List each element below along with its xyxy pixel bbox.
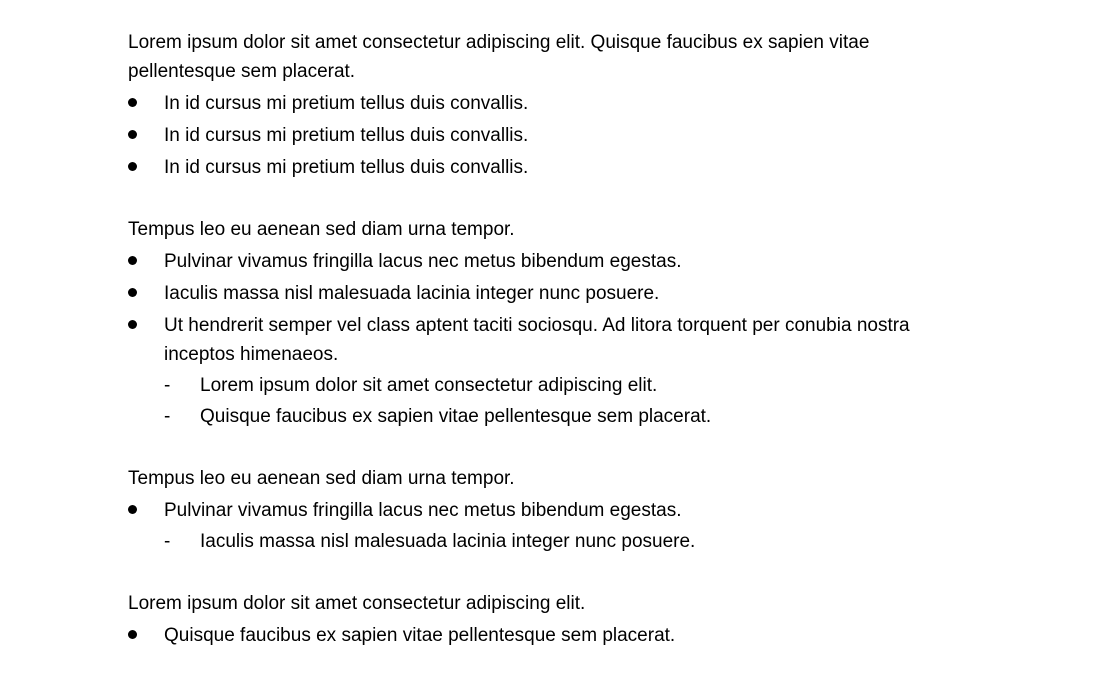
bullet-item [128,311,988,369]
bullet-item [128,121,988,150]
dash-icon: - [164,375,171,396]
section-4 [128,589,988,650]
bullet-icon [128,311,148,340]
bullet-text: In id cursus mi pretium tellus duis convallis. [164,125,529,146]
intro-paragraph [128,28,988,86]
dash-icon: - [164,406,171,427]
bullet-icon [128,121,148,150]
intro-paragraph: Tempus leo eu aenean sed diam urna tempor. [128,468,515,489]
bullet-text: Iaculis massa nisl malesuada lacinia integer nunc posuere. [164,283,660,304]
bullet-text: In id cursus mi pretium tellus duis convallis. [164,157,529,178]
bullet-item [128,247,988,276]
bullet-text: Pulvinar vivamus fringilla lacus nec metus bibendum egestas. [164,251,682,272]
bullet-icon [128,89,148,118]
paragraph-gap [128,431,988,464]
sub-bullet-item [128,371,988,400]
bullet-item [128,153,988,182]
intro-paragraph: Lorem ipsum dolor sit amet consectetur adipiscing elit. [128,593,586,614]
paragraph-gap [128,182,988,215]
bullet-item [128,621,988,650]
sub-bullet-item [128,402,988,431]
bullet-item [128,89,988,118]
section-2 [128,215,988,431]
sub-bullet-item [128,527,988,556]
bullet-item [128,279,988,308]
bullet-icon [128,153,148,182]
document-page [128,28,988,650]
bullet-text: Quisque faucibus ex sapien vitae pellentesque sem placerat. [164,625,676,646]
section-3 [128,464,988,556]
bullet-text-line: Ut hendrerit semper vel class aptent taciti sociosqu. Ad litora torquent per conubia nostra [164,315,910,336]
intro-line: Lorem ipsum dolor sit amet consectetur adipiscing elit. Quisque faucibus ex sapien vitae [128,32,870,53]
intro-paragraph: Tempus leo eu aenean sed diam urna tempor. [128,219,515,240]
bullet-text-line: inceptos himenaeos. [164,344,339,365]
dash-icon: - [164,531,171,552]
paragraph-gap [128,556,988,589]
sub-bullet-text: Lorem ipsum dolor sit amet consectetur adipiscing elit. [200,375,658,396]
bullet-icon [128,496,148,525]
intro-line: pellentesque sem placerat. [128,61,356,82]
sub-bullet-text: Quisque faucibus ex sapien vitae pellentesque sem placerat. [200,406,712,427]
bullet-icon [128,279,148,308]
section-1 [128,28,988,182]
bullet-icon [128,247,148,276]
bullet-text: Pulvinar vivamus fringilla lacus nec metus bibendum egestas. [164,500,682,521]
sub-bullet-text: Iaculis massa nisl malesuada lacinia integer nunc posuere. [200,531,696,552]
bullet-item [128,496,988,525]
bullet-icon [128,621,148,650]
bullet-text: In id cursus mi pretium tellus duis convallis. [164,93,529,114]
